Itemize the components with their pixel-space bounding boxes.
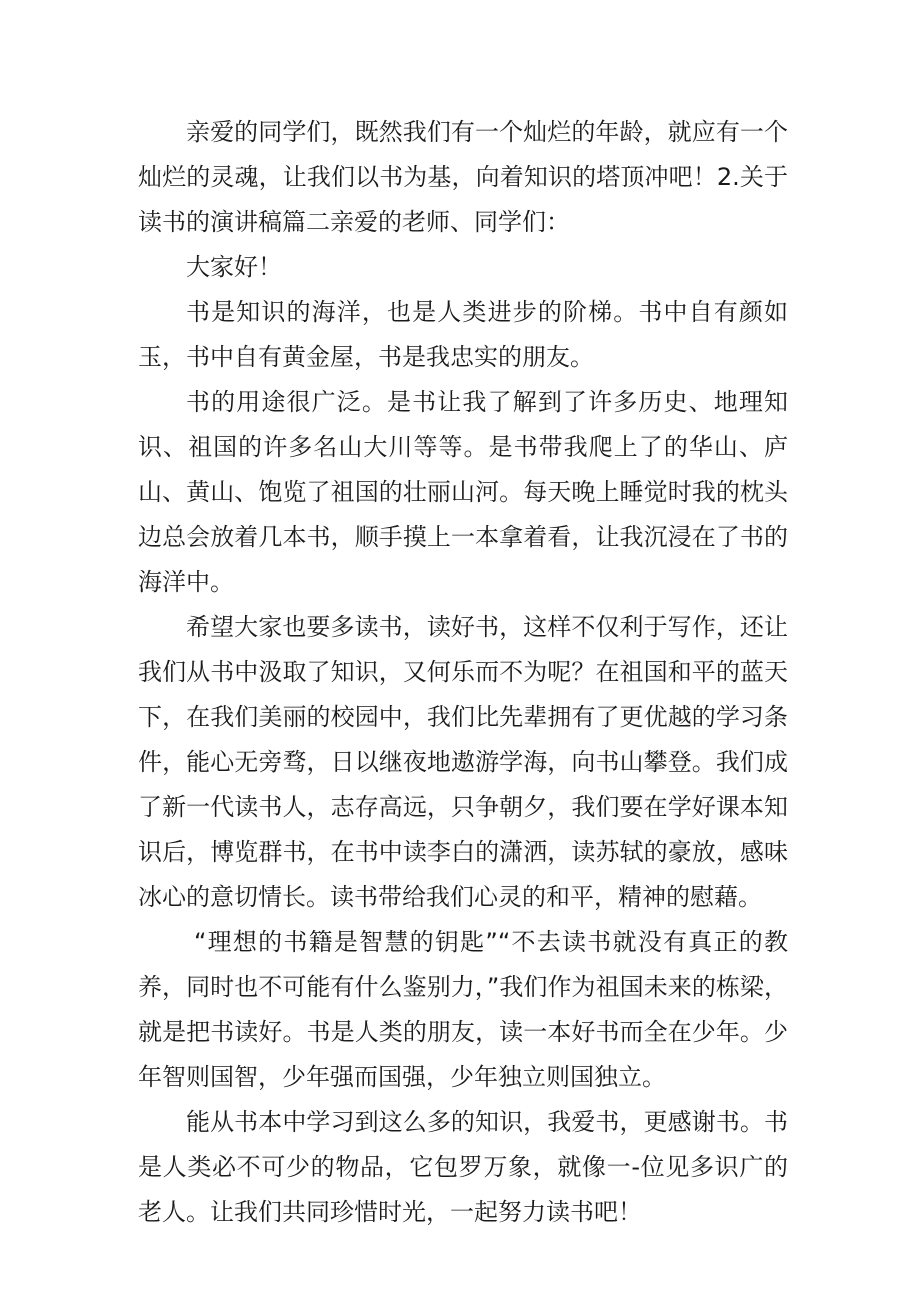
paragraph-greeting: 大家好！	[186, 253, 282, 281]
document-body	[138, 110, 788, 1235]
paragraph-quote: “理想的书籍是智慧的钥匙”“不去读书就没有真正的教养，同时也不可能有什么鉴别力，”我们作为祖国未来的栋梁，就是把书读好。书是人类的朋友，读一本好书而全在少年。少年智则国智，少年强而国强，少年独立则国独立。	[138, 928, 788, 1091]
paragraph-3: 书是知识的海洋，也是人类进步的阶梯。书中自有颜如玉，书中自有黄金屋，书是我忠实的朋友。	[138, 298, 788, 371]
paragraph-5: 希望大家也要多读书，读好书，这样不仅利于写作，还让我们从书中汲取了知识，又何乐而不为呢？在祖国和平的蓝天下，在我们美丽的校园中，我们比先辈拥有了更优越的学习条件，能心无旁骛，日以继夜地遨游学海，向书山攀登。我们成了新一代读书人，志存高远，只争朝夕，我们要在学好课本知识后，博览群书，在书中读李白的潇洒，读苏轼的豪放，感味冰心的意切情长。读书带给我们心灵的和平，精神的慰藉。	[138, 613, 788, 911]
paragraph-closing: 能从书本中学习到这么多的知识，我爱书，更感谢书。书是人类必不可少的物品，它包罗万象，就像一-位见多识广的老人。让我们共同珍惜时光，一起努力读书吧！	[138, 1108, 788, 1226]
paragraph-1: 亲爱的同学们，既然我们有一个灿烂的年龄，就应有一个灿烂的灵魂，让我们以书为基，向着知识的塔顶冲吧！2.关于读书的演讲稿篇二亲爱的老师、同学们：	[138, 118, 788, 236]
paragraph-4: 书的用途很广泛。是书让我了解到了许多历史、地理知识、祖国的许多名山大川等等。是书带我爬上了的华山、庐山、黄山、饱览了祖国的壮丽山河。每天晚上睡觉时我的枕头边总会放着几本书，顺手摸上一本拿着看，让我沉浸在了书的海洋中。	[138, 388, 788, 596]
